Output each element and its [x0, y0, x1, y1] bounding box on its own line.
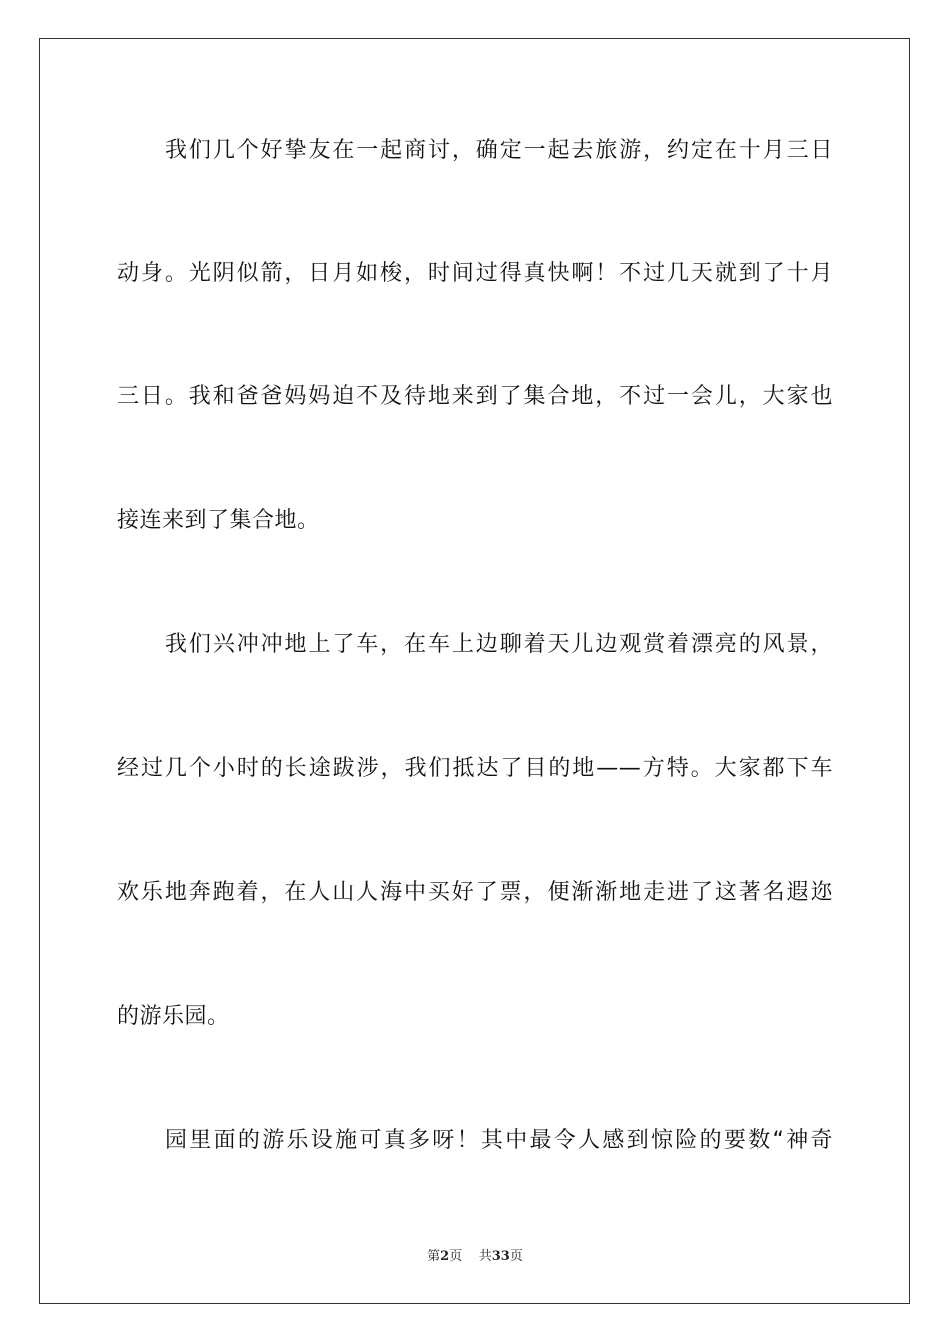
footer-page-number: 2 — [440, 1249, 450, 1264]
text-line-1: 我们几个好挚友在一起商讨，确定一起去旅游，约定在十月三日 — [165, 138, 833, 163]
text-line-5: 我们兴冲冲地上了车，在车上边聊着天儿边观赏着漂亮的风景， — [165, 632, 833, 657]
footer-total-number: 33 — [491, 1249, 510, 1264]
text-line-8: 的游乐园。 — [117, 1004, 230, 1029]
text-line-6: 经过几个小时的长途跋涉，我们抵达了目的地——方特。大家都下车 — [117, 756, 833, 781]
text-line-9: 园里面的游乐设施可真多呀！其中最令人感到惊险的要数“神奇 — [165, 1128, 833, 1153]
footer-total-suffix: 页 — [509, 1249, 523, 1264]
footer-page-suffix: 页 — [449, 1249, 463, 1264]
text-line-4: 接连来到了集合地。 — [117, 508, 320, 533]
text-line-2: 动身。光阴似箭，日月如梭，时间过得真快啊！不过几天就到了十月 — [117, 261, 833, 286]
text-line-3: 三日。我和爸爸妈妈迫不及待地来到了集合地，不过一会儿，大家也 — [117, 384, 833, 409]
footer-page-prefix: 第 — [427, 1249, 441, 1264]
page-border — [39, 38, 910, 1304]
page-footer — [0, 1245, 950, 1264]
footer-total-prefix: 共 — [478, 1249, 492, 1264]
text-line-7: 欢乐地奔跑着，在人山人海中买好了票，便渐渐地走进了这著名遐迩 — [117, 880, 833, 905]
